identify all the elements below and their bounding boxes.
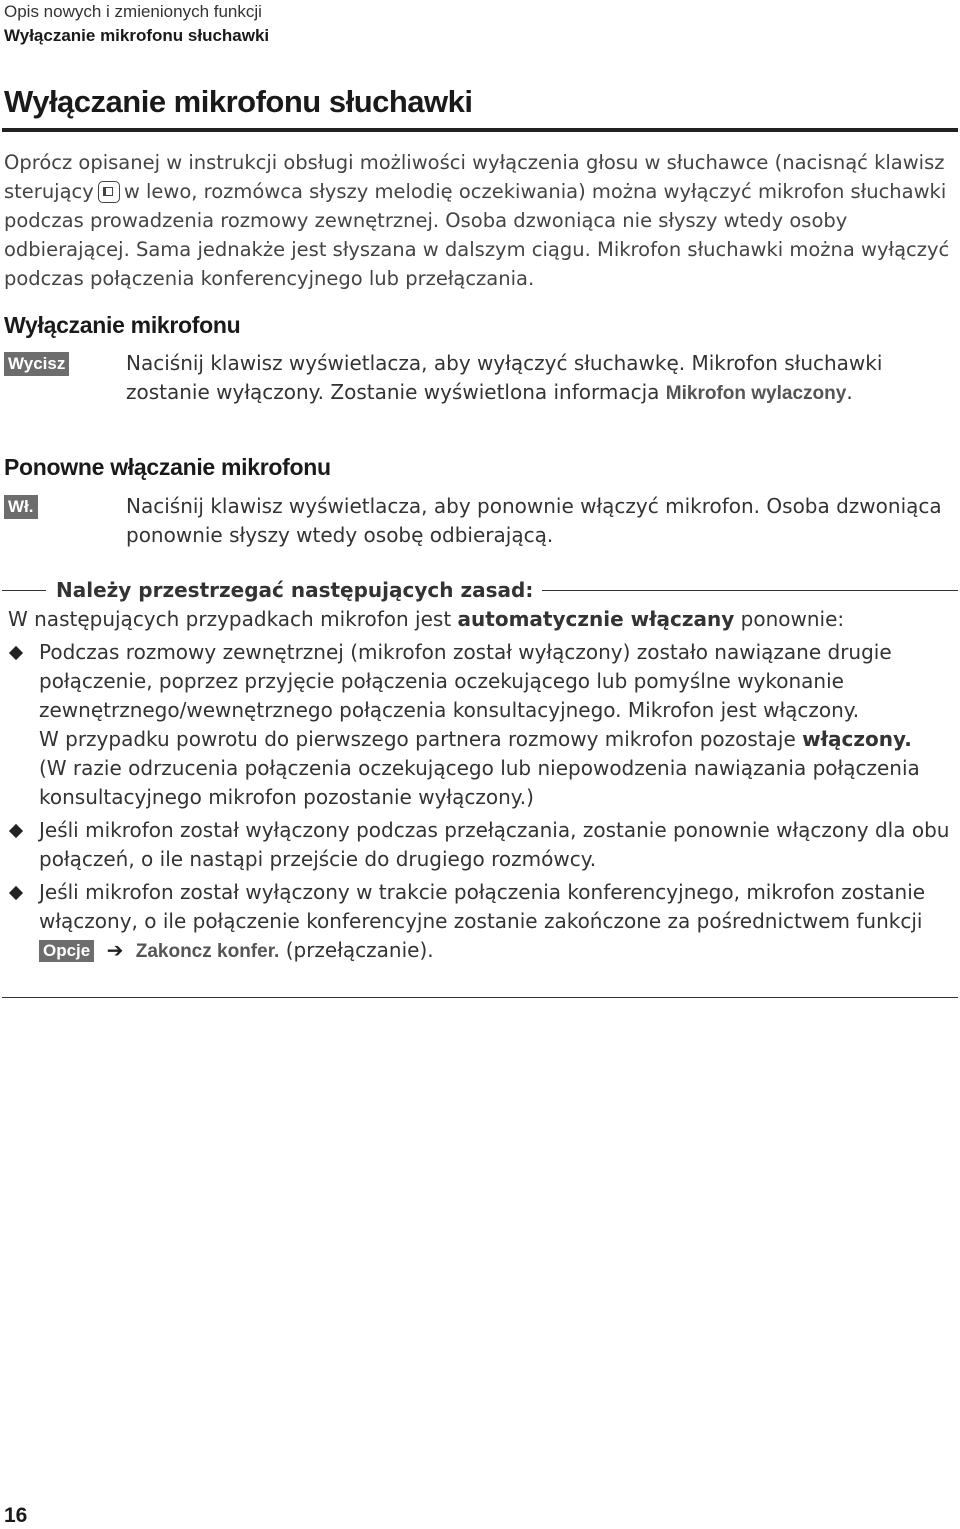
- page-title: Wyłączanie mikrofonu słuchawki: [4, 84, 473, 119]
- unmute-heading: Ponowne włączanie mikrofonu: [4, 454, 331, 480]
- title-rule: [2, 128, 958, 132]
- intro-text-2: w lewo, rozmówca słyszy melodię oczekiwania) można wyłączyć mikrofon słuchawki podczas prowadzenia rozmowy zewnętrznej. Osoba dzwoniąca nie słyszy wtedy osoby odbierającej. Sama jednakże jest słyszana w dalszym ciągu. Mikrofon słuchawki można wyłączyć podczas połączenia konferencyjnego lub przełączania.: [4, 180, 950, 290]
- list-item-text: W przypadku powrotu do pierwszego partnera rozmowy mikrofon pozostaje: [39, 727, 796, 751]
- diamond-bullet-icon: [9, 646, 23, 660]
- mute-softkey: Wycisz: [4, 352, 69, 376]
- page-number: 16: [4, 1504, 28, 1527]
- list-item-text: (przełączanie).: [285, 938, 434, 962]
- note-intro-end: ponownie:: [740, 607, 845, 631]
- note-intro: [8, 605, 953, 634]
- list-item: [8, 638, 953, 812]
- list-item: [8, 816, 953, 874]
- note-rule-left: [2, 590, 46, 591]
- list-item-text: (W razie odrzucenia połączenia oczekującego lub niepowodzenia nawiązania połączenia konsultacyjnego mikrofon pozostanie wyłączony.): [39, 756, 920, 809]
- arrow-right-icon: ➔: [106, 938, 124, 962]
- list-item-text: Jeśli mikrofon został wyłączony podczas przełączania, zostanie ponownie włączony dla obu połączeń, o ile nastąpi przejście do drugiego rozmówcy.: [39, 818, 950, 871]
- unmute-description: Naciśnij klawisz wyświetlacza, aby ponownie włączyć mikrofon. Osoba dzwoniąca ponownie słyszy wtedy osobę odbierającą.: [126, 494, 942, 547]
- mute-end: .: [846, 380, 853, 404]
- intro-paragraph: [4, 148, 956, 293]
- list-item-text: Jeśli mikrofon został wyłączony w trakcie połączenia konferencyjnego, mikrofon zostanie włączony, o ile połączenie konferencyjne zostanie zakończone za pośrednictwem funkcji: [39, 880, 926, 933]
- mute-text: Naciśnij klawisz wyświetlacza, aby wyłączyć słuchawkę. Mikrofon słuchawki zostanie wyłączony. Zostanie wyświetlona informacja: [126, 351, 883, 404]
- diamond-bullet-icon: [9, 824, 23, 838]
- unmute-softkey: Wł.: [4, 495, 38, 519]
- list-item: [8, 878, 953, 966]
- mute-heading: Wyłączanie mikrofonu: [4, 312, 241, 338]
- end-conference-menu-item: Zakoncz konfer.: [135, 941, 280, 962]
- options-softkey: Opcje: [39, 940, 94, 962]
- mute-display-message: Mikrofon wylaczony: [665, 383, 847, 404]
- list-item-text: Podczas rozmowy zewnętrznej (mikrofon został wyłączony) zostało nawiązane drugie połączenie, poprzez przyjęcie połączenia oczekującego lub pomyślne wykonanie zewnętrznego/wewnętrznego połączenia konsultacyjnego. Mikrofon jest włączony.: [39, 640, 892, 722]
- running-header: [4, 0, 269, 48]
- note-rule-right: [542, 590, 958, 591]
- note-body: [8, 605, 953, 970]
- mute-description: [126, 349, 946, 408]
- diamond-bullet-icon: [9, 886, 23, 900]
- intro-text-1: Oprócz opisanej w instrukcji obsługi możliwości wyłączenia głosu w słuchawce (nacisnąć klawisz sterujący: [4, 151, 945, 203]
- note-bottom-rule: [2, 997, 958, 998]
- control-key-left-icon: [98, 181, 120, 203]
- note-intro-text: W następujących przypadkach mikrofon jest: [8, 607, 452, 631]
- note-list: [8, 638, 953, 966]
- note-title: Należy przestrzegać następujących zasad:: [50, 577, 539, 603]
- list-item-bold: włączony.: [802, 727, 912, 751]
- note-header: [2, 577, 958, 603]
- note-intro-bold: automatycznie włączany: [457, 607, 735, 631]
- header-section-title: Opis nowych i zmienionych funkcji: [4, 2, 262, 21]
- header-topic: Wyłączanie mikrofonu słuchawki: [4, 26, 270, 45]
